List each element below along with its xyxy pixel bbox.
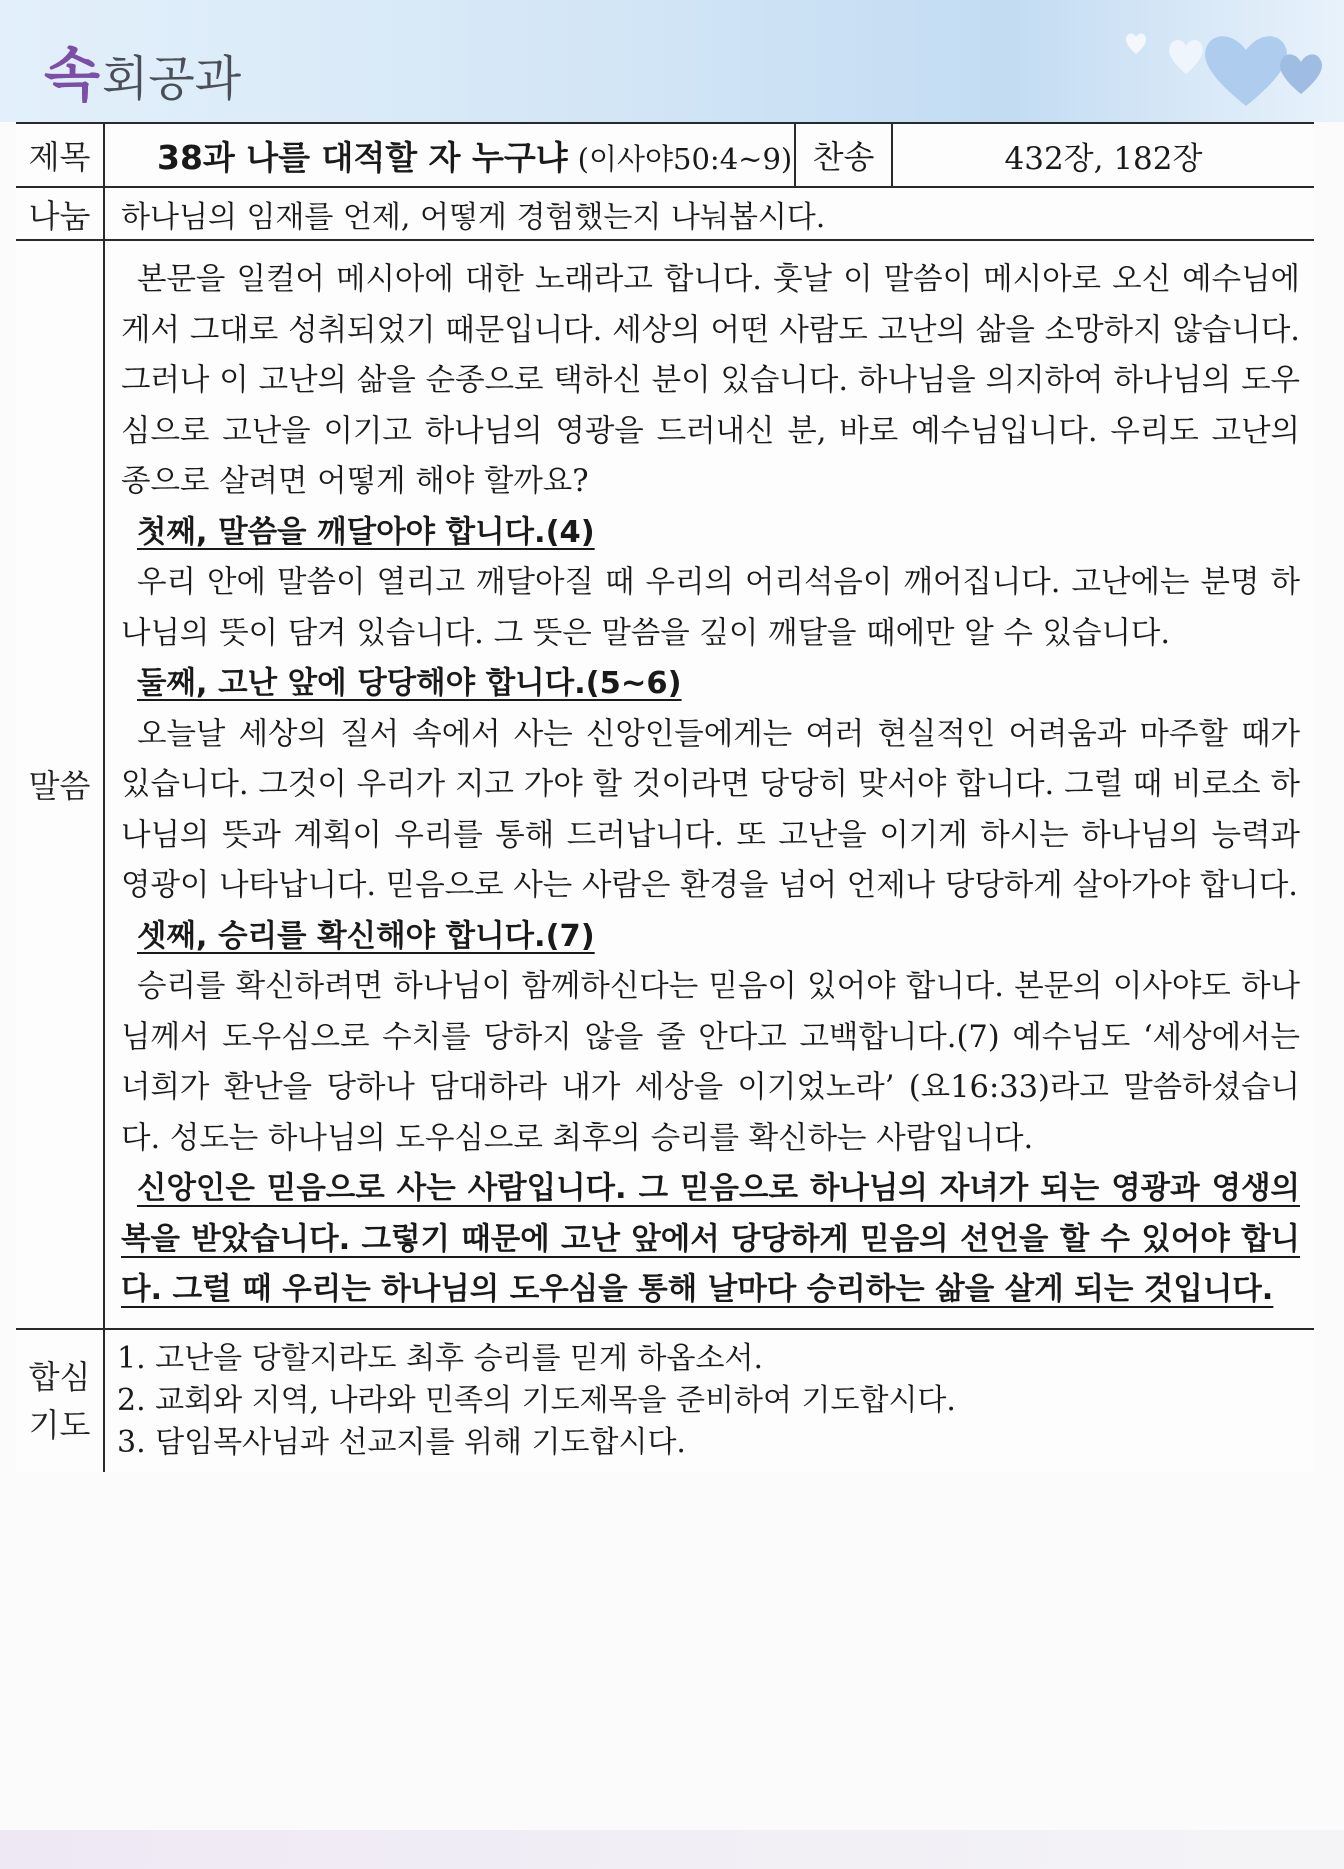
lesson-title: 38과 나를 대적할 자 누구냐: [157, 137, 568, 177]
share-text: 하나님의 임재를 언제, 어떻게 경험했는지 나눠봅시다.: [104, 187, 1314, 240]
scripture-reference: (이사야50:4~9): [577, 141, 793, 176]
prayer-label-line1: 합심: [28, 1357, 91, 1396]
hymn-label: 찬송: [795, 123, 892, 187]
point-body-2: 오늘날 세상의 질서 속에서 사는 신앙인들에게는 여러 현실적인 어려움과 마주할 때가 있습니다. 그것이 우리가 지고 가야 할 것이라면 당당히 맞서야 합니다. 그럴 때 비로소 하나님의 뜻과 계획이 우리를 통해 드러납니다. 또 고난을 이기게 하시는 하나님의 능력과 영광이 나타납니다. 믿음으로 사는 사람은 환경을 넘어 언제나 당당하게 살아가야 합니다.: [121, 716, 1300, 903]
sermon-row: [16, 240, 1314, 1329]
point-heading-2: 둘째, 고난 앞에 당당해야 합니다.(5~6): [137, 666, 682, 701]
page-title-rest: 회공과: [102, 50, 242, 107]
sermon-conclusion: 신앙인은 믿음으로 사는 사람입니다. 그 믿음으로 하나님의 자녀가 되는 영광과 영생의 복을 받았습니다. 그렇기 때문에 고난 앞에서 당당하게 믿음의 선언을 할 수 있어야 합니다. 그럴 때 우리는 하나님의 도우심을 통해 날마다 승리하는 삶을 살게 되는 것입니다.: [121, 1171, 1300, 1307]
point-heading-1: 첫째, 말씀을 깨달아야 합니다.(4): [137, 514, 595, 550]
lesson-table: [16, 122, 1314, 1472]
point-body-1: 우리 안에 말씀이 열리고 깨달아질 때 우리의 어리석음이 깨어집니다. 고난에는 분명 하나님의 뜻이 담겨 있습니다. 그 뜻은 말씀을 깊이 깨달을 때에만 알 수 있습니다.: [121, 565, 1300, 651]
sermon-body: [104, 240, 1314, 1329]
prayer-item: 2. 교회와 지역, 나라와 민족의 기도제목을 준비하여 기도합시다.: [117, 1382, 956, 1418]
prayer-row: [16, 1329, 1314, 1472]
sermon-label: 말씀: [16, 240, 104, 1329]
page-title-accent: 속: [44, 41, 101, 109]
sermon-intro: 본문을 일컬어 메시아에 대한 노래라고 합니다. 훗날 이 말씀이 메시아로 오신 예수님에게서 그대로 성취되었기 때문입니다. 세상의 어떤 사람도 고난의 삶을 소망하지 않습니다. 그러나 이 고난의 삶을 순종으로 택하신 분이 있습니다. 하나님을 의지하여 하나님의 도우심으로 고난을 이기고 하나님의 영광을 드러내신 분, 바로 예수님입니다. 우리도 고난의 종으로 살려면 어떻게 해야 할까요?: [121, 262, 1300, 499]
title-row: [16, 123, 1314, 187]
hearts-decoration-icon: [1096, 14, 1326, 114]
page-title: [44, 14, 242, 109]
footer-strip: [0, 1830, 1344, 1869]
title-label: 제목: [16, 123, 104, 187]
prayer-label-line2: 기도: [28, 1405, 91, 1444]
prayer-list: [104, 1329, 1314, 1472]
prayer-label: [16, 1329, 104, 1472]
prayer-item: 1. 고난을 당할지라도 최후 승리를 믿게 하옵소서.: [117, 1340, 763, 1376]
hymn-value: 432장, 182장: [892, 123, 1314, 187]
prayer-item: 3. 담임목사님과 선교지를 위해 기도합시다.: [117, 1424, 686, 1460]
lesson-title-cell: [104, 123, 795, 187]
share-label: 나눔: [16, 187, 104, 240]
point-heading-3: 셋째, 승리를 확신해야 합니다.(7): [137, 918, 595, 954]
share-row: [16, 187, 1314, 240]
point-body-3: 승리를 확신하려면 하나님이 함께하신다는 믿음이 있어야 합니다. 본문의 이사야도 하나님께서 도우심으로 수치를 당하지 않을 줄 안다고 고백합니다.(7) 예수님도 ‘세상에서는 너희가 환난을 당하나 담대하라 내가 세상을 이기었노라’ (요16:33)라고 말씀하셨습니다. 성도는 하나님의 도우심으로 최후의 승리를 확신하는 사람입니다.: [121, 969, 1300, 1156]
